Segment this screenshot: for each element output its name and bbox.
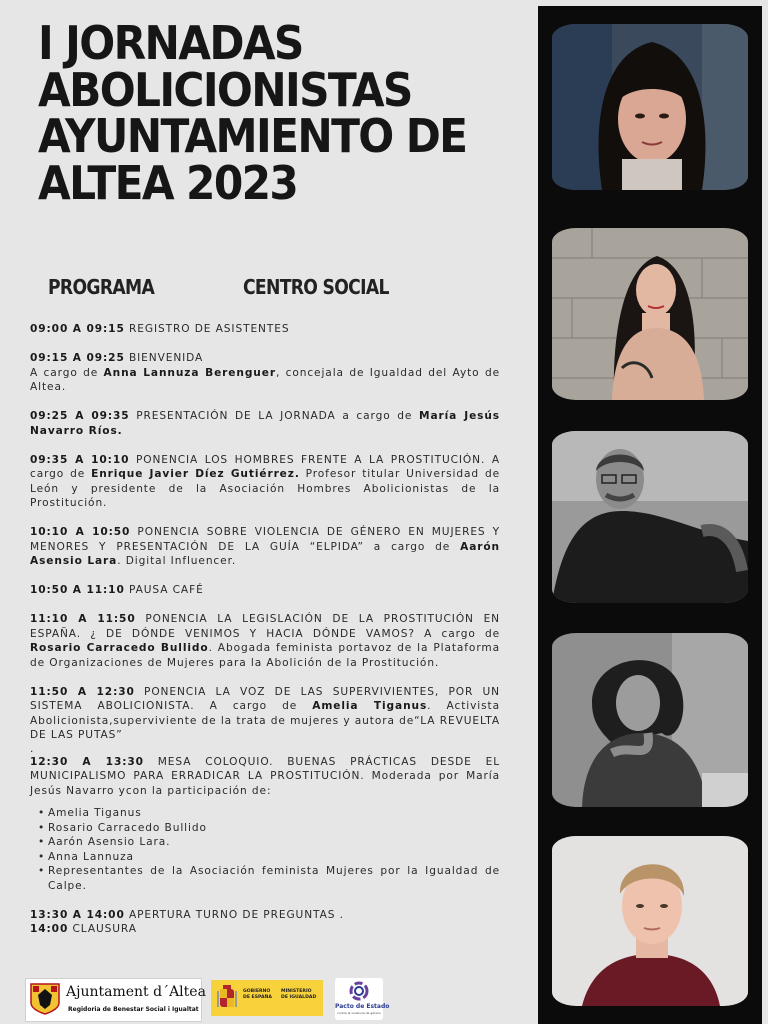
entry-time: 10:50 A 11:10 xyxy=(30,584,125,596)
entry-time: 10:10 A 10:50 xyxy=(30,526,131,538)
pacto-title: Pacto de Estado xyxy=(335,1003,390,1010)
list-item: • Rosario Carracedo Bullido xyxy=(38,821,500,836)
title-line: ABOLICIONISTAS xyxy=(38,62,412,117)
speaker-name: Anna Lannuza Berenguer xyxy=(103,366,276,379)
list-item: • Aarón Asensio Lara. xyxy=(38,835,500,850)
list-item: • Amelia Tiganus xyxy=(38,806,500,821)
entry-time: 11:50 A 12:30 xyxy=(30,685,135,698)
entry-text: PRESENTACIÓN DE LA JORNADA a cargo de xyxy=(129,410,420,422)
schedule-entry xyxy=(30,755,500,799)
speaker-photo xyxy=(552,24,748,190)
entry-text: PAUSA CAFÉ xyxy=(124,584,204,596)
gobierno-logo xyxy=(211,980,323,1016)
ministry-text: MINISTERIO DE IGUALDAD xyxy=(281,989,317,1000)
schedule-entry xyxy=(30,583,500,598)
entry-time: 09:25 A 09:35 xyxy=(30,410,130,422)
entry-time: 09:35 A 10:10 xyxy=(30,453,130,466)
entry-text: REGISTRO DE ASISTENTES xyxy=(124,323,290,335)
speaker-name: María Jesús Navarro Ríos. xyxy=(30,410,501,437)
participants-list xyxy=(30,806,500,893)
entry-text: . Activista Abolicionista,superviviente de la trata de mujeres y autora de“LA REVUELTA DE LAS PUTAS” xyxy=(30,700,500,741)
pacto-ring-icon xyxy=(348,980,370,1002)
entry-text: BIENVENIDA xyxy=(124,352,204,364)
speaker-name: Rosario Carracedo Bullido xyxy=(30,642,209,654)
schedule-entry xyxy=(30,685,500,743)
title-line: I JORNADAS xyxy=(38,16,303,70)
speaker-photo xyxy=(552,633,748,807)
entry-time: 11:10 A 11:50 xyxy=(30,613,136,625)
pacto-de-estado-logo xyxy=(335,978,390,1020)
title-line: AYUNTAMIENTO DE xyxy=(38,109,467,163)
altea-name: Ajuntament d´Altea xyxy=(66,984,206,1000)
title-line: ALTEA 2023 xyxy=(38,155,298,210)
entry-text: PONENCIA LA VOZ DE LAS SUPERVIVIENTES, POR UN SISTEMA ABOLICIONISTA. A cargo de xyxy=(30,685,500,712)
entry-time: 09:00 A 09:15 xyxy=(30,323,125,335)
entry-text: PONENCIA LOS HOMBRES FRENTE A LA PROSTITUCIÓN. A cargo de xyxy=(30,453,500,480)
entry-text: A cargo de xyxy=(30,366,104,379)
poster-title xyxy=(38,16,470,210)
schedule-entry xyxy=(30,908,500,923)
altea-logo xyxy=(25,978,206,1022)
schedule-entry xyxy=(30,409,500,438)
entry-text: . Digital Influencer. xyxy=(117,555,237,567)
speaker-name: Amelia Tiganus xyxy=(312,700,428,712)
stray-dot: . xyxy=(30,742,35,755)
entry-text: Profesor titular Universidad de León y presidente de la Asociación Hombres Abolicionistas de la Prostitución. xyxy=(30,468,500,509)
schedule-entry xyxy=(30,922,500,937)
spain-crest-icon xyxy=(217,985,237,1011)
altea-shield-icon xyxy=(30,983,60,1015)
gobierno-text: GOBIERNO DE ESPAÑA xyxy=(243,989,272,1000)
entry-text: PONENCIA SOBRE VIOLENCIA DE GÉNERO EN MUJERES Y MENORES Y PRESENTACIÓN DE LA GUÍA “ELPIDA” a cargo de xyxy=(30,526,501,553)
pacto-subtitle: contra la violencia de género xyxy=(337,1011,381,1015)
altea-department: Regidoria de Benestar Social i Igualtat xyxy=(68,1006,199,1013)
programa-heading: PROGRAMA xyxy=(48,275,155,299)
entry-time: 12:30 A 13:30 xyxy=(30,755,144,768)
speaker-photo xyxy=(552,836,748,1006)
entry-text: APERTURA TURNO DE PREGUNTAS . xyxy=(124,908,344,921)
entry-time: 09:15 A 09:25 xyxy=(30,352,125,364)
speaker-photo-strip xyxy=(538,6,762,1024)
list-item: • Anna Lannuza xyxy=(38,850,500,865)
entry-text: , concejala de Igualdad del Ayto de Altea. xyxy=(30,366,500,393)
schedule-entry xyxy=(30,351,500,395)
schedule-entry xyxy=(30,322,500,337)
schedule-entry xyxy=(30,612,500,670)
entry-text: MESA COLOQUIO. BUENAS PRÁCTICAS DESDE EL MUNICIPALISMO PARA ERRADICAR LA PROSTITUCIÓN. Moderada por María Jesús Navarro ycon la participación de: xyxy=(30,755,501,797)
speaker-photo xyxy=(552,431,748,603)
entry-time: 13:30 A 14:00 xyxy=(30,908,125,921)
entry-text: CLAUSURA xyxy=(68,923,137,935)
schedule-entry xyxy=(30,525,500,569)
entry-text: . Abogada feminista portavoz de la Plataforma de Organizaciones de Mujeres para la Abolición de la Prostitución. xyxy=(30,642,500,669)
schedule-entry xyxy=(30,453,500,511)
speaker-name: Aarón Asensio Lara xyxy=(30,540,500,567)
list-item: • Representantes de la Asociación feminista Mujeres por la Igualdad de Calpe. xyxy=(38,864,500,893)
venue-heading: CENTRO SOCIAL xyxy=(243,275,389,299)
entry-time: 14:00 xyxy=(30,923,69,935)
program-schedule xyxy=(30,322,500,937)
entry-text: PONENCIA LA LEGISLACIÓN DE LA PROSTITUCIÓN EN ESPAÑA. ¿ DE DÓNDE VENIMOS Y HACIA DÓNDE VAMOS? A cargo de xyxy=(30,613,501,640)
speaker-name: Enrique Javier Díez Gutiérrez. xyxy=(91,468,300,480)
speaker-photo xyxy=(552,228,748,400)
